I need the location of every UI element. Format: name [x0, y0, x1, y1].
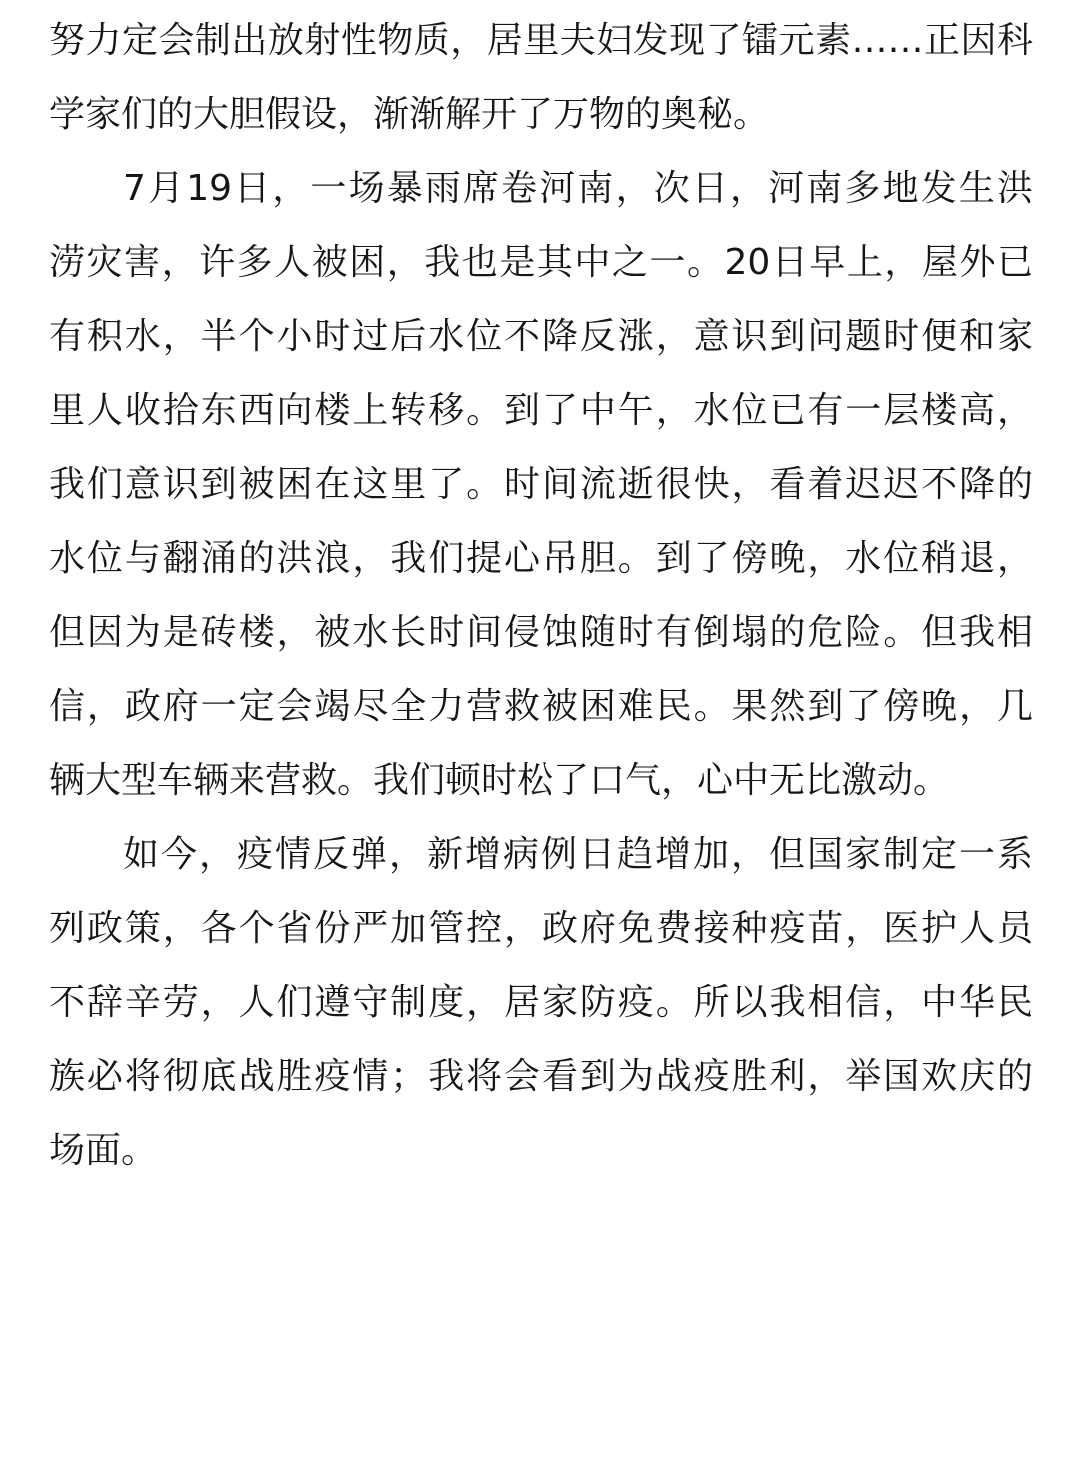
text-line: 族必将彻底战胜疫情；我将会看到为战疫胜利，举国欢庆的 [49, 1056, 1033, 1097]
paragraph-first-line: 7月19日，一场暴雨席卷河南，次日，河南多地发生洪 [123, 168, 1033, 209]
text-line: 场面。 [49, 1130, 158, 1171]
text-line: 信，政府一定会竭尽全力营救被困难民。果然到了傍晚，几 [49, 686, 1033, 727]
text-line: 学家们的大胆假设，渐渐解开了万物的奥秘。 [49, 94, 770, 135]
text-line: 有积水，半个小时过后水位不降反涨，意识到问题时便和家 [49, 316, 1033, 357]
paragraph-first-line: 如今，疫情反弹，新增病例日趋增加，但国家制定一系 [123, 834, 1033, 875]
text-line: 但因为是砖楼，被水长时间侵蚀随时有倒塌的危险。但我相 [49, 612, 1033, 653]
text-line: 列政策，各个省份严加管控，政府免费接种疫苗，医护人员 [49, 908, 1033, 949]
text-line: 辆大型车辆来营救。我们顿时松了口气，心中无比激动。 [49, 760, 950, 801]
text-line: 努力定会制出放射性物质，居里夫妇发现了镭元素……正因科 [49, 20, 1033, 61]
text-line: 水位与翻涌的洪浪，我们提心吊胆。到了傍晚，水位稍退， [49, 538, 1033, 579]
text-line: 里人收拾东西向楼上转移。到了中午，水位已有一层楼高， [49, 390, 1033, 431]
text-line: 不辞辛劳，人们遵守制度，居家防疫。所以我相信，中华民 [49, 982, 1033, 1023]
text-line: 涝灾害，许多人被困，我也是其中之一。20日早上，屋外已 [49, 242, 1033, 283]
text-line: 我们意识到被困在这里了。时间流逝很快，看着迟迟不降的 [49, 464, 1033, 505]
